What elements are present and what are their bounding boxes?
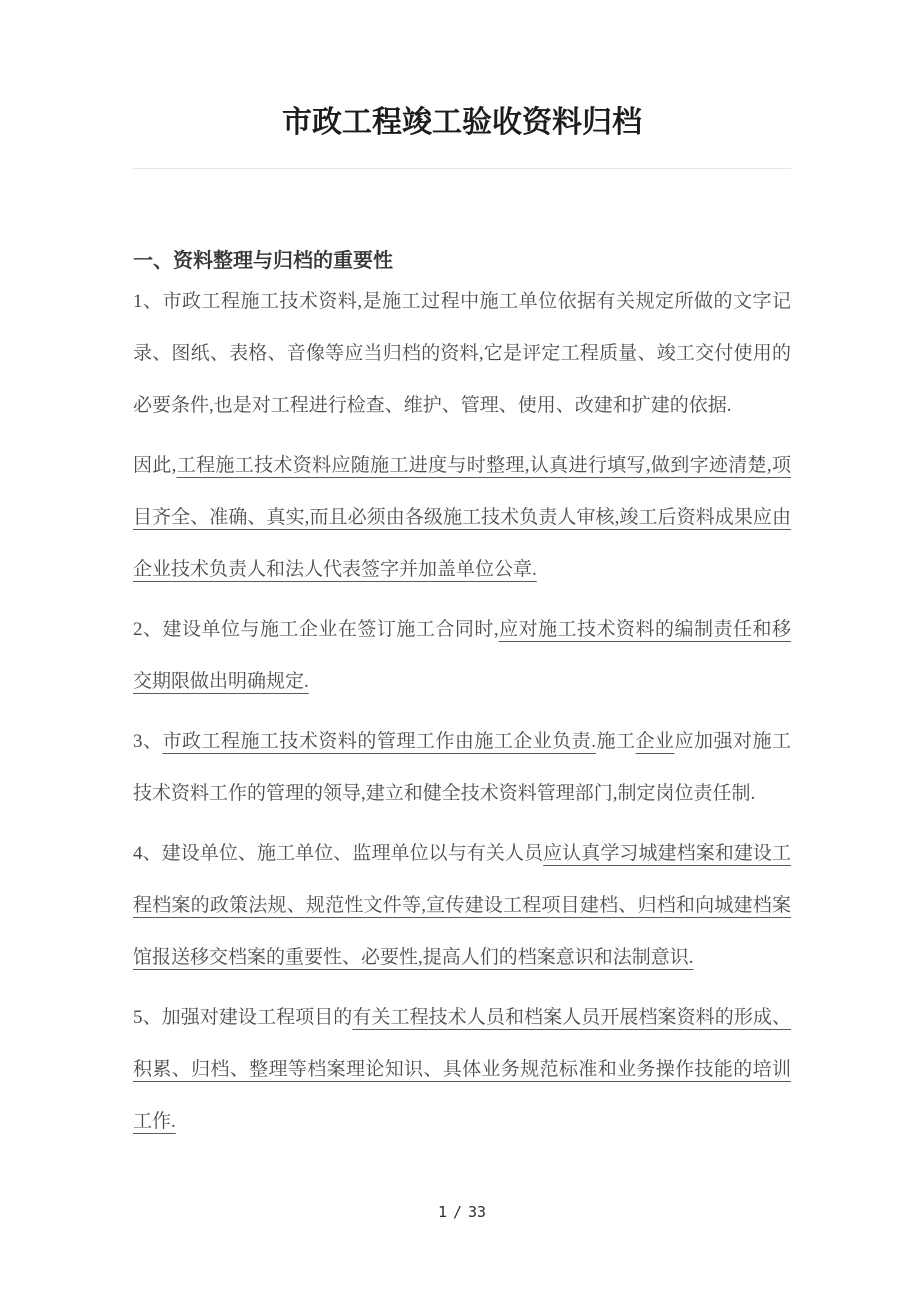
page-number-total: 33 [468,1203,487,1221]
underlined-text-run: 应对施工技术资料的编制责任和移交期限做出明确规定. [133,619,791,692]
paragraph [133,440,791,596]
page-number-separator: / [452,1203,462,1221]
underlined-text-run: 有关工程技术人员和档案人员开展档案资料的形成、积累、归档、整理等档案理论知识、具体业务规范标准和业务操作技能的培训工作. [133,1007,791,1132]
paragraph [133,276,791,432]
underlined-text-run: 应认真学习城建档案和建设工程档案的政策法规、规范性文件等,宣传建设工程项目建档、归档和向城建档案馆报送移交档案的重要性、必要性,提高人们的档案意识和法制意识. [133,843,791,968]
section-heading: 一、资料整理与归档的重要性 [133,250,393,272]
underlined-text-run: 工程施工技术资料应随施工进度与时整理,认真进行填写,做到字迹清楚,项目齐全、准确、真实,而且必须由各级施工技术负责人审核,竣工后资料成果应由企业技术负责人和法人代表签字并加盖单位公章. [133,455,791,580]
title-divider [133,168,791,169]
document-title: 市政工程竣工验收资料归档 [282,106,642,139]
paragraph [133,828,791,984]
paragraph [133,604,791,708]
paragraph [133,992,791,1148]
text-run: 5、加强对建设工程项目的 [133,1007,353,1028]
underlined-text-run: 企业 [635,731,675,752]
page-footer [133,1202,791,1222]
text-run: 1、市政工程施工技术资料,是施工过程中施工单位依据有关规定所做的文字记录、图纸、表格、音像等应当归档的资料,它是评定工程质量、竣工交付使用的必要条件,也是对工程进行检查、维护、管理、使用、改建和扩建的依据. [133,291,791,416]
text-run: 因此, [133,455,177,476]
page-number-current: 1 [437,1203,447,1221]
text-run: 施工 [596,731,636,752]
text-run: 2、建设单位与施工企业在签订施工合同时, [133,619,499,640]
paragraph [133,716,791,820]
document-body [133,276,791,1148]
text-run: 应加强对施工技术资料工作的管理的领导,建立和健全技术资料管理部门,制定岗位责任制. [133,731,791,804]
text-run: 4、建设单位、施工单位、监理单位以与有关人员 [133,843,544,864]
underlined-text-run: 市政工程施工技术资料的管理工作由施工企业负责. [162,731,597,752]
text-run: 3、 [133,731,163,752]
